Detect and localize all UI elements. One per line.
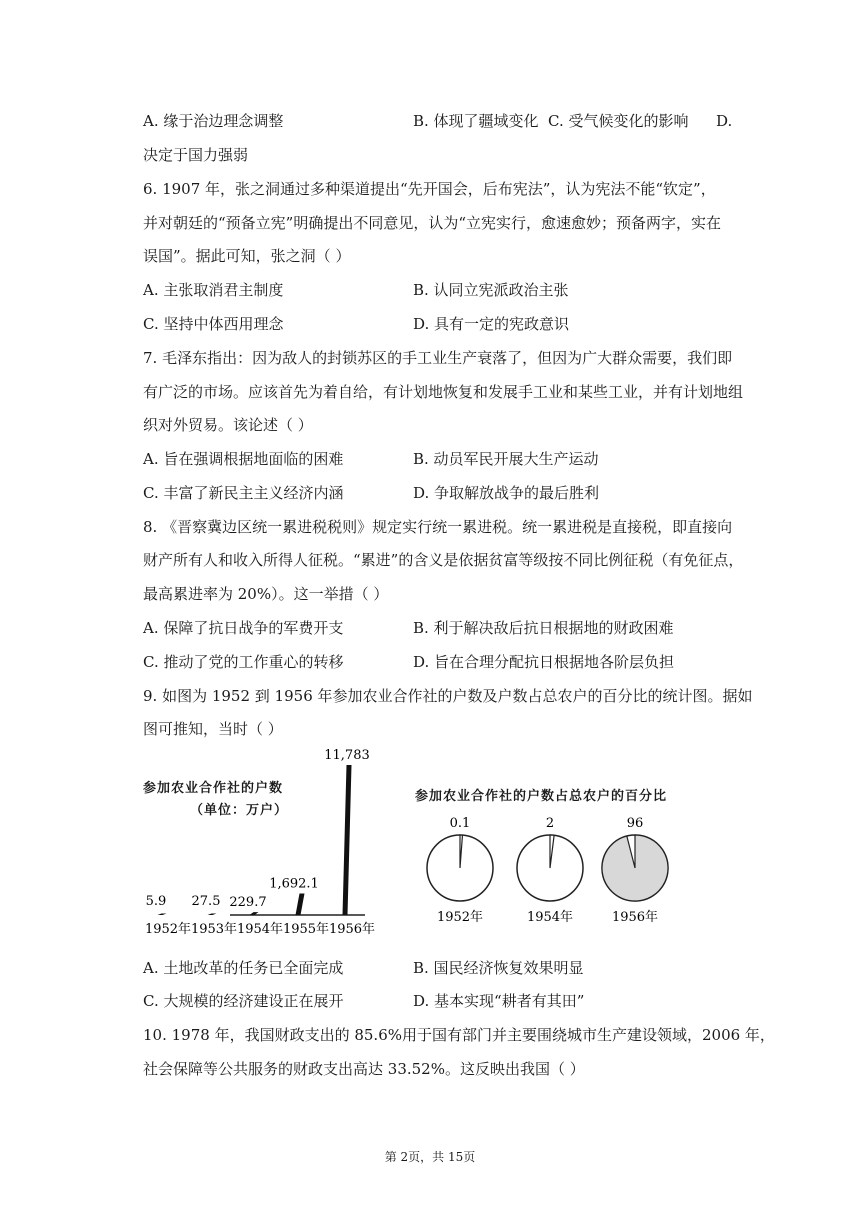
q6-stem-line2: 并对朝廷的“预备立宪”明确提出不同意见，认为“立宪实行，愈速愈妙；预备两字，实在 (143, 214, 722, 232)
pie-value-label-0: 0.1 (449, 816, 471, 831)
q7-stem-line2: 有广泛的市场。应该首先为着自给，有计划地恢复和发展手工业和某些工业，并有计划地组 (143, 383, 744, 401)
q5-option-a[interactable]: A. 缘于治边理念调整 (143, 112, 284, 130)
q6-option-d[interactable]: D. 具有一定的宪政意识 (413, 315, 570, 333)
percent-pie-svg (415, 810, 685, 940)
pie-category-label-0: 1952年 (436, 910, 484, 925)
pie-value-label-2: 96 (626, 816, 644, 831)
pie-category-label-2: 1956年 (611, 910, 659, 925)
bar-value-label-0: 5.9 (145, 894, 167, 909)
q8-stem-line2: 财产所有人和收入所得人征税。“累进”的含义是依据贫富等级按不同比例征税（有免征点， (143, 551, 744, 569)
q8-stem-line1: 8. 《晋察冀边区统一累进税税则》规定实行统一累进税。统一累进税是直接税，即直接向 (143, 518, 733, 536)
q7-option-a[interactable]: A. 旨在强调根据地面临的困难 (143, 450, 344, 468)
pie-value-label-1: 2 (545, 816, 555, 831)
q8-stem-line3: 最高累进率为 20%）。这一举措（ ） (143, 585, 389, 603)
q8-option-a[interactable]: A. 保障了抗日战争的军费开支 (143, 619, 344, 637)
q5-option-c[interactable]: C. 受气候变化的影响 (548, 112, 689, 130)
q6-option-a[interactable]: A. 主张取消君主制度 (143, 281, 284, 299)
household-bar-svg (140, 740, 380, 940)
bar-4 (343, 765, 352, 915)
bar-3 (296, 893, 305, 915)
q6-stem-line1: 6. 1907 年，张之洞通过多种渠道提出“先开国会，后布宪法”，认为宪法不能“钦定”， (143, 180, 716, 198)
q9-stem-line2: 图可推知，当时（ ） (143, 720, 283, 738)
bar-category-label-4: 1956年 (328, 922, 376, 937)
q10-stem-line1: 10. 1978 年，我国财政支出的 85.6%用于国有部门并主要围绕城市生产建设领域，2006 年， (143, 1026, 775, 1044)
pie-slice-2 (602, 835, 668, 901)
bar-value-label-3: 1,692.1 (269, 876, 319, 892)
q9-option-d[interactable]: D. 基本实现“耕者有其田” (413, 992, 585, 1010)
q6-option-c[interactable]: C. 坚持中体西用理念 (143, 315, 284, 333)
q6-stem-line3: 误国”。据此可知，张之洞（ ） (143, 247, 351, 265)
bar-category-label-0: 1952年 (144, 922, 192, 937)
q9-option-b[interactable]: B. 国民经济恢复效果明显 (413, 959, 584, 977)
page-footer: 第 2页，共 15页 (384, 1150, 476, 1164)
q9-stem-line1: 9. 如图为 1952 到 1956 年参加农业合作社的户数及户数占总农户的百分比的统计图。据如 (143, 687, 753, 705)
q7-stem-line3: 织对外贸易。该论述（ ） (143, 416, 313, 434)
pie-category-label-1: 1954年 (526, 910, 574, 925)
q5-option-d[interactable]: D. (716, 112, 733, 130)
bar-category-label-3: 1955年 (282, 922, 330, 937)
q9-option-c[interactable]: C. 大规模的经济建设正在展开 (143, 992, 344, 1010)
q8-option-b[interactable]: B. 利于解决敌后抗日根据地的财政困难 (413, 619, 674, 637)
bar-0 (158, 914, 167, 916)
q7-option-c[interactable]: C. 丰富了新民主主义经济内涵 (143, 484, 344, 502)
percent-chart-title: 参加农业合作社的户数占总农户的百分比 (415, 789, 668, 804)
bar-1 (208, 914, 217, 916)
q6-option-b[interactable]: B. 认同立宪派政治主张 (413, 281, 569, 299)
bar-value-label-2: 229.7 (229, 895, 267, 911)
q9-option-a[interactable]: A. 土地改革的任务已全面完成 (143, 959, 344, 977)
bar-value-label-4: 11,783 (324, 748, 370, 763)
bar-value-label-1: 27.5 (191, 894, 221, 909)
q5-option-d-text: 决定于国力强弱 (143, 146, 249, 164)
q8-option-c[interactable]: C. 推动了党的工作重心的转移 (143, 653, 344, 671)
q7-option-d[interactable]: D. 争取解放战争的最后胜利 (413, 484, 600, 502)
q5-option-b[interactable]: B. 体现了疆域变化 (413, 112, 539, 130)
q8-option-d[interactable]: D. 旨在合理分配抗日根据地各阶层负担 (413, 653, 675, 671)
bar-category-label-1: 1953年 (190, 922, 238, 937)
bar-category-label-2: 1954年 (236, 922, 284, 937)
q7-stem-line1: 7. 毛泽东指出：因为敌人的封锁苏区的手工业生产衰落了，但因为广大群众需要，我们即 (143, 349, 733, 367)
q7-option-b[interactable]: B. 动员军民开展大生产运动 (413, 450, 599, 468)
household-chart-title: 参加农业合作社的户数 (143, 781, 284, 796)
household-chart-unit: （单位：万户） (190, 803, 289, 818)
q10-stem-line2: 社会保障等公共服务的财政支出高达 33.52%。这反映出我国（ ） (143, 1060, 585, 1078)
